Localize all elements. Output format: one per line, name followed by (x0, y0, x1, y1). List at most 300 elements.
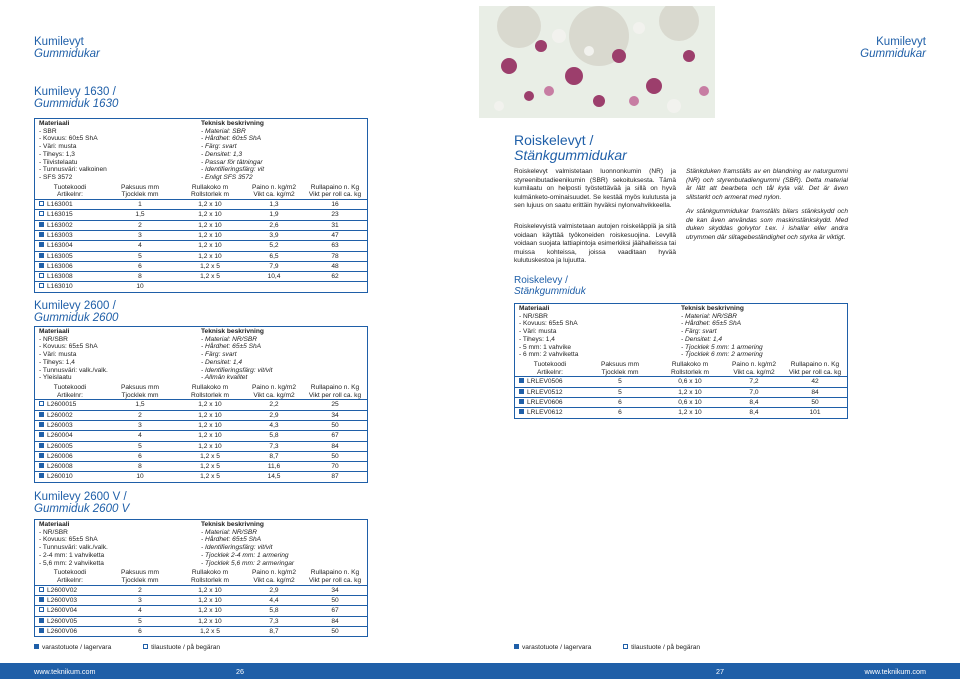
header-right-sv: Gummidukar (860, 48, 926, 60)
col-roll-size: Rullakoko m Rollstorlek m (670, 360, 710, 376)
spec-line: - Tunnusväri: valk./valk. (39, 544, 108, 552)
table-row (35, 209, 367, 219)
cell-thick: 6 (618, 398, 622, 406)
filled-square-icon (39, 422, 44, 427)
spec-line: - Tjocklek 6 mm: 2 armering (681, 351, 763, 359)
col-thickness: Paksuus mm Tjocklek mm (120, 569, 160, 584)
right-subtitle-fi: Roiskelevy / (514, 275, 568, 286)
product-code: L163005 (47, 252, 73, 260)
cell-weight: 7,0 (749, 388, 759, 396)
filled-square-icon (39, 412, 44, 417)
filled-square-icon (519, 389, 524, 394)
table-row (35, 230, 367, 240)
cell-thick: 10 (136, 473, 144, 481)
cell-rollw: 23 (331, 211, 339, 219)
table-body (515, 376, 847, 417)
cell-thick: 4 (138, 607, 142, 615)
spec-line: - Identifieringsfärg: vit (201, 166, 265, 174)
spec-line: - Kovuus: 65±5 ShA (39, 536, 98, 544)
cell-roll: 1,2 x 5 (200, 473, 220, 481)
section2-title (34, 300, 118, 324)
cell-roll: 1,2 x 10 (198, 252, 222, 260)
cell-rollw: 70 (331, 463, 339, 471)
cell-weight: 10,4 (267, 273, 281, 281)
product-code: LRLEV0606 (527, 398, 563, 406)
spec-heading: Materiaali (39, 521, 70, 528)
product-code: L163002 (47, 221, 73, 229)
spec-line: - SFS 3572 (39, 173, 73, 181)
spec-sv (201, 120, 363, 182)
cell-thick: 6 (138, 627, 142, 635)
table-row (35, 420, 367, 430)
cell-thick: 3 (138, 231, 142, 239)
legend-left (34, 644, 250, 651)
product-code: L163008 (47, 273, 73, 281)
col-roll-weight: Rullapaino n. Kg Vikt per roll ca. kg (788, 360, 842, 376)
right-title-sv: Stänkgummidukar (514, 146, 627, 163)
cell-roll: 1,2 x 5 (200, 262, 220, 270)
table-row (35, 220, 367, 230)
table-row (35, 585, 367, 595)
cell-rollw: 50 (811, 398, 819, 406)
spec-heading: Teknisk beskrivning (201, 521, 264, 528)
right-subtitle (514, 276, 586, 297)
filled-square-icon (39, 232, 44, 237)
cell-weight: 5,8 (269, 607, 279, 615)
cell-roll: 1,2 x 5 (200, 463, 220, 471)
spec-fi (39, 521, 201, 567)
cell-rollw: 25 (331, 401, 339, 409)
cell-roll: 1,2 x 10 (198, 586, 222, 594)
product-code: L163015 (47, 211, 73, 219)
cell-roll: 0,6 x 10 (678, 378, 702, 386)
cell-code (35, 606, 105, 615)
cell-weight: 8,4 (749, 409, 759, 417)
spec-block (35, 119, 367, 182)
filled-square-icon (519, 399, 524, 404)
table-header (35, 567, 367, 584)
filled-square-icon (39, 263, 44, 268)
table-row (35, 399, 367, 409)
empty-square-icon (39, 273, 44, 278)
product-code: L260002 (47, 411, 73, 419)
cell-code (35, 462, 105, 471)
cell-thick: 5 (618, 388, 622, 396)
spec-line: - NR/SBR (39, 335, 68, 343)
spec-line: - Hårdhet: 60±5 ShA (201, 135, 262, 143)
spec-sv (201, 328, 363, 382)
filled-square-icon (34, 644, 39, 649)
cell-roll: 1,2 x 10 (198, 432, 222, 440)
section1-title-fi: Kumilevy 1630 / (34, 86, 116, 98)
empty-square-icon (623, 644, 628, 649)
cell-thick: 3 (138, 596, 142, 604)
cell-weight: 7,3 (269, 617, 279, 625)
footer-bar (0, 663, 960, 679)
col-code: Tuotekoodi Artikelnr: (53, 569, 87, 584)
cell-thick: 8 (138, 463, 142, 471)
spec-fi (39, 120, 201, 182)
footer-url-left[interactable]: www.teknikum.com (34, 667, 96, 676)
table-row (515, 387, 847, 397)
footer-url-right[interactable]: www.teknikum.com (864, 667, 926, 676)
spec-line: - Färg: svart (201, 351, 237, 359)
table-row (515, 397, 847, 407)
col-roll-size: Rullakoko m Rollstorlek m (190, 183, 230, 199)
spec-line: - Väri: musta (519, 328, 557, 336)
flower-photo (479, 6, 715, 118)
cell-rollw: 84 (811, 388, 819, 396)
cell-roll: 1,2 x 10 (198, 411, 222, 419)
cell-rollw: 78 (331, 252, 339, 260)
empty-square-icon (39, 587, 44, 592)
table-body (35, 199, 367, 292)
empty-square-icon (143, 644, 148, 649)
table-row (515, 376, 847, 386)
section3-title-fi: Kumilevy 2600 V / (34, 491, 127, 503)
spec-line: - Material: NR/SBR (681, 312, 738, 320)
product-table-1630 (34, 118, 368, 293)
cell-rollw: 84 (331, 617, 339, 625)
col-roll-size: Rullakoko m Rollstorlek m (190, 383, 230, 399)
cell-thick: 5 (138, 617, 142, 625)
cell-weight: 7,9 (269, 262, 279, 270)
spec-line: - Allmän kvalitet (201, 374, 248, 382)
spec-fi (519, 305, 681, 359)
table-row (35, 281, 367, 291)
product-code: L163006 (47, 262, 73, 270)
table-header (515, 359, 847, 376)
spec-line: - Färg: svart (681, 328, 717, 336)
cell-code (35, 411, 105, 420)
spec-block (35, 520, 367, 567)
spec-line: - Tiheys: 1,3 (39, 150, 75, 158)
col-weight: Paino n. kg/m2 Vikt ca. kg/m2 (252, 183, 296, 199)
section2-title-fi: Kumilevy 2600 / (34, 300, 116, 312)
cell-code (35, 272, 105, 281)
table-row (35, 451, 367, 461)
cell-thick: 2 (138, 221, 142, 229)
cell-code (35, 241, 105, 250)
cell-rollw: 87 (331, 473, 339, 481)
cell-weight: 5,2 (269, 242, 279, 250)
col-code: Tuotekoodi Artikelnr: (53, 383, 87, 399)
filled-square-icon (39, 463, 44, 468)
product-code: LRLEV0512 (527, 388, 563, 396)
spec-line: - Material: NR/SBR (201, 528, 258, 536)
cell-rollw: 34 (331, 586, 339, 594)
cell-rollw: 50 (331, 627, 339, 635)
cell-weight: 1,9 (269, 211, 279, 219)
spec-line: - Enligt SFS 3572 (201, 173, 253, 181)
cell-thick: 1 (138, 201, 142, 209)
cell-roll: 1,2 x 10 (198, 596, 222, 604)
spec-heading: Materiaali (39, 328, 70, 335)
spec-sv (201, 521, 363, 567)
spec-heading: Teknisk beskrivning (681, 305, 744, 312)
empty-square-icon (39, 607, 44, 612)
right-title (514, 133, 627, 162)
cell-code (35, 400, 105, 409)
empty-square-icon (39, 201, 44, 206)
spec-line: - Tiheys: 1,4 (519, 335, 555, 343)
empty-square-icon (39, 283, 44, 288)
cell-roll: 1,2 x 10 (678, 409, 702, 417)
spec-line: - Tjocklek 2-4 mm: 1 armering (201, 551, 289, 559)
cell-roll: 1,2 x 10 (198, 211, 222, 219)
cell-rollw: 84 (331, 442, 339, 450)
table-row (35, 430, 367, 440)
cell-roll: 1,2 x 10 (198, 401, 222, 409)
filled-square-icon (39, 473, 44, 478)
cell-code (35, 442, 105, 451)
legend-order: tilaustuote / på begäran (623, 644, 700, 651)
cell-rollw: 101 (809, 409, 821, 417)
cell-roll: 1,2 x 10 (198, 231, 222, 239)
spec-line: - Identifieringsfärg: vit/vit (201, 366, 273, 374)
spec-line: - Tjocklek 5,6 mm: 2 armeringar (201, 559, 295, 567)
cell-thick: 2 (138, 411, 142, 419)
spec-line: - Densitet: 1,4 (201, 358, 243, 366)
product-code: L2600V05 (47, 617, 78, 625)
cell-weight: 8,7 (269, 452, 279, 460)
filled-square-icon (39, 432, 44, 437)
legend-order: tilaustuote / på begäran (143, 644, 220, 651)
filled-square-icon (519, 409, 524, 414)
cell-code (35, 617, 105, 626)
spec-block (515, 304, 847, 359)
header-right (860, 36, 926, 60)
cell-weight: 8,7 (269, 627, 279, 635)
spec-line: - Tunnusväri: valkoinen (39, 166, 107, 174)
cell-thick: 5 (138, 252, 142, 260)
right-title-fi: Roiskelevyt / (514, 132, 594, 148)
col-thickness: Paksuus mm Tjocklek mm (120, 183, 160, 199)
spec-line: - NR/SBR (39, 528, 68, 536)
cell-rollw (303, 282, 367, 291)
cell-roll: 1,2 x 10 (198, 201, 222, 209)
cell-weight: 4,4 (269, 596, 279, 604)
product-code: L163003 (47, 231, 73, 239)
filled-square-icon (514, 644, 519, 649)
cell-roll: 0,6 x 10 (678, 398, 702, 406)
header-left (34, 36, 100, 60)
spec-line: - Hårdhet: 65±5 ShA (201, 536, 262, 544)
col-code: Tuotekoodi Artikelnr: (533, 360, 567, 376)
section3-title (34, 491, 129, 515)
cell-code (35, 282, 105, 291)
cell-code (35, 452, 105, 461)
spec-heading: Materiaali (39, 120, 70, 127)
cell-weight: 2,9 (269, 411, 279, 419)
cell-weight: 1,3 (269, 201, 279, 209)
spec-line: - Kovuus: 65±5 ShA (39, 343, 98, 351)
col-weight: Paino n. kg/m2 Vikt ca. kg/m2 (732, 360, 776, 376)
cell-code (35, 262, 105, 271)
spec-line: - SBR (39, 127, 57, 135)
filled-square-icon (39, 443, 44, 448)
cell-weight: 4,3 (269, 421, 279, 429)
cell-weight: 5,8 (269, 432, 279, 440)
spec-line: - Passar för tätningar (201, 158, 263, 166)
table-row (35, 441, 367, 451)
spec-line: - Densitet: 1,4 (681, 335, 723, 343)
spec-line: - Hårdhet: 65±5 ShA (681, 320, 742, 328)
cell-code (515, 388, 585, 397)
cell-rollw: 34 (331, 411, 339, 419)
cell-thick: 8 (138, 273, 142, 281)
cell-code (35, 421, 105, 430)
product-code: LRLEV0506 (527, 378, 563, 386)
spec-line: - Kovuus: 60±5 ShA (39, 135, 98, 143)
cell-code (35, 210, 105, 219)
spec-heading: Materiaali (519, 305, 550, 312)
product-code: L2600015 (47, 401, 77, 409)
table-row (35, 199, 367, 209)
col-roll-weight: Rullapaino n. Kg Vikt per roll ca. kg (308, 183, 362, 199)
product-code: L163010 (47, 283, 73, 291)
section1-title-sv: Gummiduk 1630 (34, 98, 119, 110)
cell-thick: 1,5 (135, 211, 145, 219)
empty-square-icon (39, 401, 44, 406)
table-body (35, 399, 367, 481)
cell-thick: 10 (136, 283, 144, 291)
spec-fi (39, 328, 201, 382)
cell-code (35, 472, 105, 481)
cell-roll: 1,2 x 10 (198, 221, 222, 229)
spec-line: - NR/SBR (519, 312, 548, 320)
cell-roll: 1,2 x 10 (198, 607, 222, 615)
cell-code (35, 431, 105, 440)
section3-title-sv: Gummiduk 2600 V (34, 503, 130, 515)
product-code: LRLEV0612 (527, 409, 563, 417)
filled-square-icon (39, 453, 44, 458)
table-header (35, 182, 367, 199)
cell-code (35, 200, 105, 209)
spec-line: - 5,6 mm: 2 vahviketta (39, 559, 104, 567)
page-number-left: 26 (236, 667, 244, 676)
cell-weight: 3,9 (269, 231, 279, 239)
header-left-fi: Kumilevyt (34, 36, 84, 48)
spec-line: - Färg: svart (201, 143, 237, 151)
product-code: L260008 (47, 463, 73, 471)
cell-thick: 6 (138, 452, 142, 460)
spec-heading: Teknisk beskrivning (201, 120, 264, 127)
table-body (35, 585, 367, 636)
empty-square-icon (39, 211, 44, 216)
product-code: L260010 (47, 473, 73, 481)
page-number-right: 27 (716, 667, 724, 676)
header-right-fi: Kumilevyt (876, 36, 926, 48)
table-row (35, 251, 367, 261)
spec-line: - Väri: musta (39, 143, 77, 151)
cell-weight: 2,2 (269, 401, 279, 409)
cell-weight: 6,5 (269, 252, 279, 260)
col-thickness: Paksuus mm Tjocklek mm (600, 360, 640, 376)
spec-heading: Teknisk beskrivning (201, 328, 264, 335)
cell-code (35, 627, 105, 636)
spec-line: - Kovuus: 65±5 ShA (519, 320, 578, 328)
intro-fi-1: Roiskelevyt valmistetaan luonnonkumin (NR) ja styreenibutadieenikumin (SBR) sekoituksesta. Tämä kumilaatu on helposti työstettävää ja sillä on hyvä kulmänketo-ominaisuudet. Se kestää myös kulutusta ja sen lujuus on saatu erittäin hyväksi nylonvahvikkeella. (514, 168, 676, 210)
product-table-roiskelevy (514, 303, 848, 419)
table-row (35, 605, 367, 615)
cell-thick: 1,5 (135, 401, 145, 409)
cell-thick: 4 (138, 242, 142, 250)
cell-rollw: 67 (331, 607, 339, 615)
cell-weight: 7,3 (269, 442, 279, 450)
cell-thick: 4 (138, 432, 142, 440)
spec-line: - Yleislaatu (39, 374, 72, 382)
spec-line: - Tunnusväri: valk./valk. (39, 366, 108, 374)
cell-weight: 11,6 (267, 463, 281, 471)
table-row (35, 626, 367, 636)
cell-code (35, 586, 105, 595)
section2-title-sv: Gummiduk 2600 (34, 312, 119, 324)
filled-square-icon (39, 628, 44, 633)
spec-line: - Hårdhet: 65±5 ShA (201, 343, 262, 351)
cell-rollw: 62 (331, 273, 339, 281)
table-row (35, 410, 367, 420)
cell-code (35, 231, 105, 240)
product-code: L260006 (47, 452, 73, 460)
table-header (35, 382, 367, 399)
table-row (515, 407, 847, 417)
cell-roll (175, 282, 245, 291)
product-code: L2600V02 (47, 586, 78, 594)
cell-weight: 8,4 (749, 398, 759, 406)
cell-thick: 5 (618, 378, 622, 386)
spec-line: - Densitet: 1,3 (201, 150, 243, 158)
product-code: L2600V06 (47, 627, 78, 635)
spec-block (35, 327, 367, 382)
cell-thick: 3 (138, 421, 142, 429)
spec-line: - Identifieringsfärg: vit/vit (201, 544, 273, 552)
right-subtitle-sv: Stänkgummiduk (514, 285, 586, 297)
cell-code (35, 221, 105, 230)
cell-code (515, 377, 585, 386)
table-row (35, 461, 367, 471)
product-code: L163004 (47, 242, 73, 250)
cell-rollw: 67 (331, 432, 339, 440)
filled-square-icon (39, 222, 44, 227)
col-weight: Paino n. kg/m2 Vikt ca. kg/m2 (252, 569, 296, 584)
table-row (35, 271, 367, 281)
cell-rollw: 50 (331, 452, 339, 460)
cell-weight (245, 282, 303, 291)
cell-code (35, 252, 105, 261)
spec-sv (681, 305, 843, 359)
spec-line: - 2-4 mm: 1 vahviketta (39, 551, 105, 559)
product-code: L260004 (47, 432, 73, 440)
intro-sv-2: Av stänkgummidukar framställs bilars stänkskydd och de kan även användas som maskinstänkskydd. Med duken skyddas golvytor t.ex. i ishallar eller andra utrymmen där slitagebeständighet och styrka är viktigt. (686, 208, 848, 241)
cell-code (515, 408, 585, 417)
product-code: L2600V03 (47, 596, 78, 604)
cell-rollw: 31 (331, 221, 339, 229)
col-code: Tuotekoodi Artikelnr: (53, 183, 87, 199)
cell-roll: 1,2 x 5 (200, 273, 220, 281)
table-row (35, 471, 367, 481)
col-weight: Paino n. kg/m2 Vikt ca. kg/m2 (252, 383, 296, 399)
spec-line: - Material: NR/SBR (201, 335, 258, 343)
filled-square-icon (39, 597, 44, 602)
cell-roll: 1,2 x 10 (198, 617, 222, 625)
filled-square-icon (39, 242, 44, 247)
product-table-2600 (34, 326, 368, 483)
filled-square-icon (39, 618, 44, 623)
cell-rollw: 50 (331, 421, 339, 429)
cell-roll: 1,2 x 10 (198, 442, 222, 450)
cell-weight: 7,2 (749, 378, 759, 386)
